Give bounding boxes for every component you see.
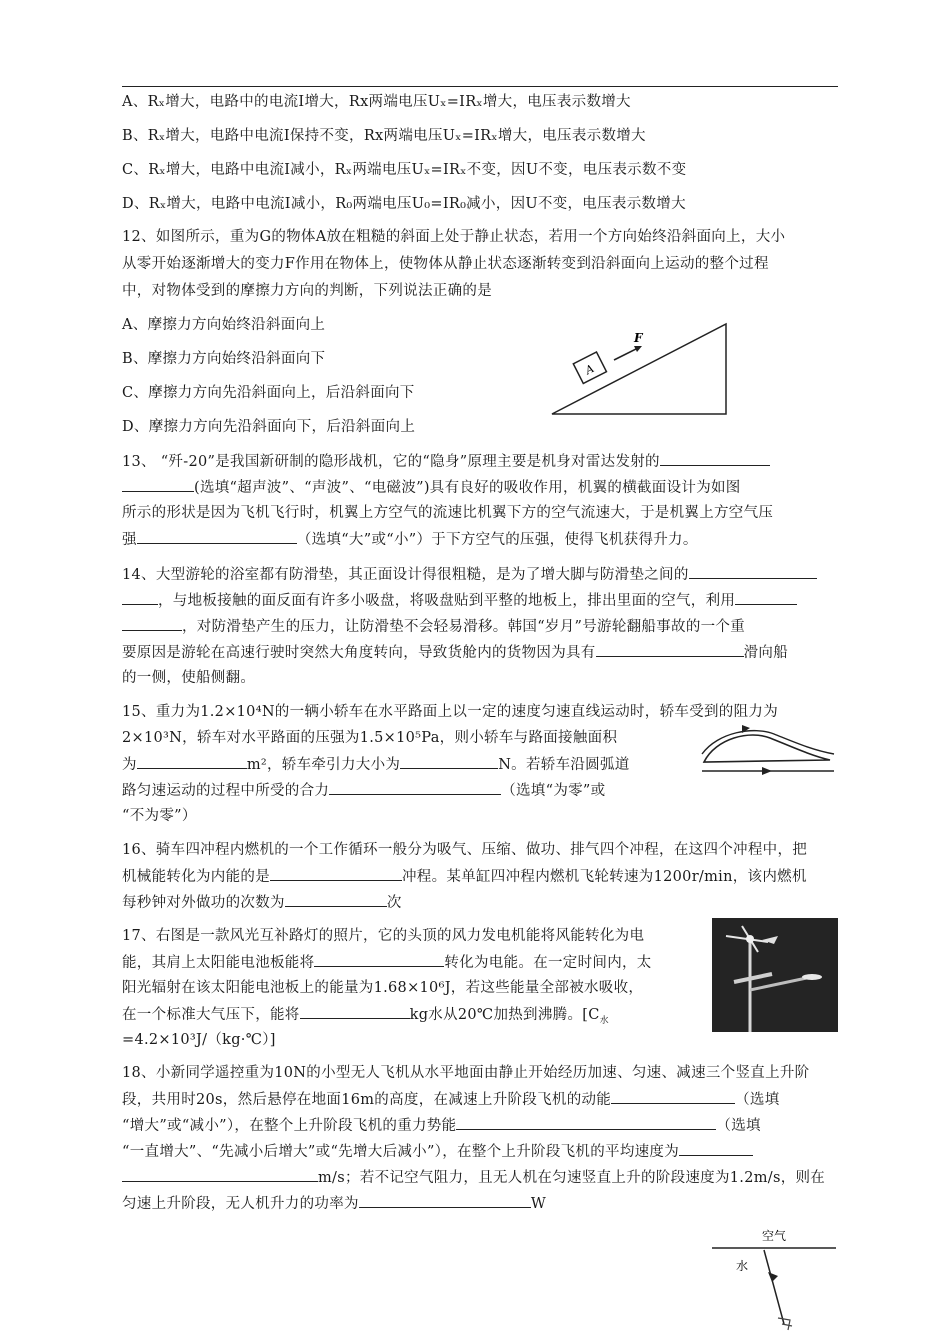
q18-text6a: 匀速上升阶段，无人机升力的功率为 xyxy=(122,1196,359,1212)
q18-text3a: “增大”或“减小”），在整个上升阶段飞机的重力势能 xyxy=(122,1118,457,1134)
q12-stem-line2: 从零开始逐渐增大的变力F作用在物体上，使物体从静止状态逐渐转变到沿斜面向上运动的整个过程 xyxy=(122,256,769,272)
q15-blank2[interactable] xyxy=(400,754,498,769)
q15-line4 xyxy=(122,780,605,801)
q17-line2 xyxy=(122,952,652,973)
q12-option-a: A、摩擦力方向始终沿斜面向上 xyxy=(122,317,326,333)
q15-line2: 2×10³N，轿车对水平路面的压强为1.5×10⁵Pa，则小轿车与路面接触面积 xyxy=(122,730,618,746)
q16-text3b: 次 xyxy=(386,895,402,911)
q13-line1 xyxy=(122,451,770,472)
q16-text2b: 冲程。某单缸四冲程内燃机飞轮转速为1200r/min，该内燃机 xyxy=(402,869,807,885)
q13-blank1[interactable] xyxy=(660,451,770,466)
block-label: A xyxy=(583,361,597,378)
q18-line1: 18、小新同学遥控重为10N的小型无人飞机从水平地面由静止开始经历加速、匀速、减速三个竖直上升阶 xyxy=(122,1065,810,1081)
q15-text3b: m²，轿车牵引力大小为 xyxy=(246,757,401,773)
q17-line4 xyxy=(122,1004,609,1031)
q16-text2a: 机械能转化为内能的是 xyxy=(122,869,270,885)
q14-blank2-cont[interactable] xyxy=(122,616,182,631)
q11-option-a: A、Rₓ增大，电路中的电流Ⅰ增大，Rx两端电压Uₓ=IRₓ增大，电压表示数增大 xyxy=(122,94,631,110)
air-label: 空气 xyxy=(762,1229,787,1243)
q15-text4a: 路匀速运动的过程中所受的合力 xyxy=(122,783,330,799)
q17-text2a: 能，其肩上太阳能电池板能将 xyxy=(122,955,315,971)
q13-line4 xyxy=(122,529,698,550)
force-label: F xyxy=(634,331,643,345)
q13-text4b: （选填“大”或“小”）于下方空气的压强，使得飞机获得升力。 xyxy=(296,532,698,548)
q13-line2 xyxy=(122,477,741,498)
q13-blank2[interactable] xyxy=(137,529,297,544)
q18-line5 xyxy=(122,1167,825,1188)
q17-line1: 17、右图是一款风光互补路灯的照片，它的头顶的风力发电机能将风能转化为电 xyxy=(122,928,645,944)
q17-text2b: 转化为电能。在一定时间内，太 xyxy=(444,955,652,971)
water-label: 水 xyxy=(736,1259,749,1273)
q18-text2a: 段，共用时20s，然后悬停在地面16m的高度，在减速上升阶段飞机的动能 xyxy=(122,1092,612,1108)
top-rule xyxy=(122,86,838,87)
incline-figure xyxy=(548,316,734,420)
q18-text6b: W xyxy=(530,1196,547,1212)
q15-line3 xyxy=(122,754,630,775)
streetlight-photo xyxy=(712,918,838,1032)
q13-blank1-cont[interactable] xyxy=(122,477,194,492)
q17-blank2[interactable] xyxy=(300,1004,410,1019)
q18-text3b: （选填 xyxy=(716,1118,761,1134)
q14-text1: 14、大型游轮的浴室都有防滑垫，其正面设计得很粗糙，是为了增大脚与防滑垫之间的 xyxy=(122,567,689,583)
q12-option-b: B、摩擦力方向始终沿斜面向下 xyxy=(122,351,326,367)
q17-line5: =4.2×10³J/（kg·℃）] xyxy=(122,1032,276,1048)
q14-line1 xyxy=(122,564,817,585)
q15-line1: 15、重力为1.2×10⁴N的一辆小轿车在水平路面上以一定的速度匀速直线运动时，轿车受到的阻力为 xyxy=(122,704,779,720)
q12-stem-line1: 12、如图所示，重为G的物体A放在粗糙的斜面上处于静止状态，若用一个方向始终沿斜面向上，大小 xyxy=(122,229,786,245)
q18-line4 xyxy=(122,1141,753,1162)
q18-blank1[interactable] xyxy=(611,1089,735,1104)
q11-option-d: D、Rₓ增大，电路中电流Ⅰ减小，R₀两端电压U₀=IR₀减小，因U不变，电压表示数增大 xyxy=(122,196,686,212)
q15-text4b: （选填“为零”或 xyxy=(501,783,606,799)
q14-blank1[interactable] xyxy=(689,564,817,579)
q18-line3 xyxy=(122,1115,761,1136)
q18-text5a: m/s；若不记空气阻力，且无人机在匀速竖直上升的阶段速度为1.2m/s，则在 xyxy=(318,1170,826,1186)
q18-blank4[interactable] xyxy=(359,1193,531,1208)
q16-blank1[interactable] xyxy=(270,866,402,881)
q15-text3a: 为 xyxy=(122,757,137,773)
q18-text4a: “一直增大”、“先减小后增大”或“先增大后减小”），在整个上升阶段飞机的平均速度为 xyxy=(122,1144,680,1160)
q12-option-d: D、摩擦力方向先沿斜面向下，后沿斜面向上 xyxy=(122,419,416,435)
q14-line2 xyxy=(122,590,797,611)
q16-line3 xyxy=(122,892,402,913)
q13-text4a: 强 xyxy=(122,532,137,548)
q11-option-b: B、Rₓ增大，电路中电流Ⅰ保持不变，Rx两端电压Uₓ=IRₓ增大，电压表示数增大 xyxy=(122,128,646,144)
q13-line3: 所示的形状是因为飞机飞行时，机翼上方空气的流速比机翼下方的空气流速大，于是机翼上方空气压 xyxy=(122,505,774,521)
q14-line3 xyxy=(122,616,745,637)
q17-sub-water: 水 xyxy=(599,1015,609,1026)
q14-blank1-cont[interactable] xyxy=(122,590,158,605)
q15-text3c: N。若轿车沿圆弧道 xyxy=(498,757,630,773)
q13-text2: (选填“超声波”、“声波”、“电磁波”)具有良好的吸收作用，机翼的横截面设计为如图 xyxy=(194,480,741,496)
q16-blank2[interactable] xyxy=(285,892,387,907)
q18-blank2[interactable] xyxy=(456,1115,716,1130)
refraction-figure xyxy=(706,1226,846,1338)
q18-line6 xyxy=(122,1193,546,1214)
q12-stem-line3: 中，对物体受到的摩擦力方向的判断，下列说法正确的是 xyxy=(122,283,492,299)
q18-line2 xyxy=(122,1089,780,1110)
q17-text4b: kg水从20℃加热到沸腾。[C xyxy=(409,1007,600,1023)
q18-blank3[interactable] xyxy=(679,1141,753,1156)
q18-blank3-cont[interactable] xyxy=(122,1167,318,1182)
q14-text3: ，对防滑垫产生的压力，让防滑垫不会轻易滑移。韩国“岁月”号游轮翻船事故的一个重 xyxy=(182,619,746,635)
q16-line2 xyxy=(122,866,807,887)
q14-text4b: 滑向船 xyxy=(743,645,789,661)
q18-text2b: （选填 xyxy=(735,1092,780,1108)
q14-line5: 的一侧，使船侧翻。 xyxy=(122,670,256,686)
q14-line4 xyxy=(122,642,788,663)
q17-line3: 阳光辐射在该太阳能电池板上的能量为1.68×10⁶J，若这些能量全部被水吸收， xyxy=(122,980,644,996)
q15-blank1[interactable] xyxy=(137,754,247,769)
q14-text2: ，与地板接触的面反面有许多小吸盘，将吸盘贴到平整的地板上，排出里面的空气，利用 xyxy=(158,593,736,609)
q15-blank3[interactable] xyxy=(329,780,501,795)
wing-airflow-figure xyxy=(694,724,844,776)
q13-text1: 13、 “歼-20”是我国新研制的隐形战机，它的“隐身”原理主要是机身对雷达发射的 xyxy=(122,454,660,470)
q12-option-c: C、摩擦力方向先沿斜面向上，后沿斜面向下 xyxy=(122,385,415,401)
q14-blank2[interactable] xyxy=(735,590,797,605)
q16-line1: 16、骑车四冲程内燃机的一个工作循环一般分为吸气、压缩、做功、排气四个冲程，在这四个冲程中，把 xyxy=(122,842,808,858)
q16-text3a: 每秒钟对外做功的次数为 xyxy=(122,895,285,911)
q17-text4a: 在一个标准大气压下，能将 xyxy=(122,1007,300,1023)
q15-line5: “不为零”） xyxy=(122,808,197,824)
q14-blank3[interactable] xyxy=(596,642,744,657)
q17-blank1[interactable] xyxy=(314,952,444,967)
q14-text4a: 要原因是游轮在高速行驶时突然大角度转向，导致货舱内的货物因为具有 xyxy=(122,645,596,661)
q11-option-c: C、Rₓ增大，电路中电流Ⅰ减小，Rₓ两端电压Uₓ=IRₓ不变，因U不变，电压表示数不变 xyxy=(122,162,687,178)
